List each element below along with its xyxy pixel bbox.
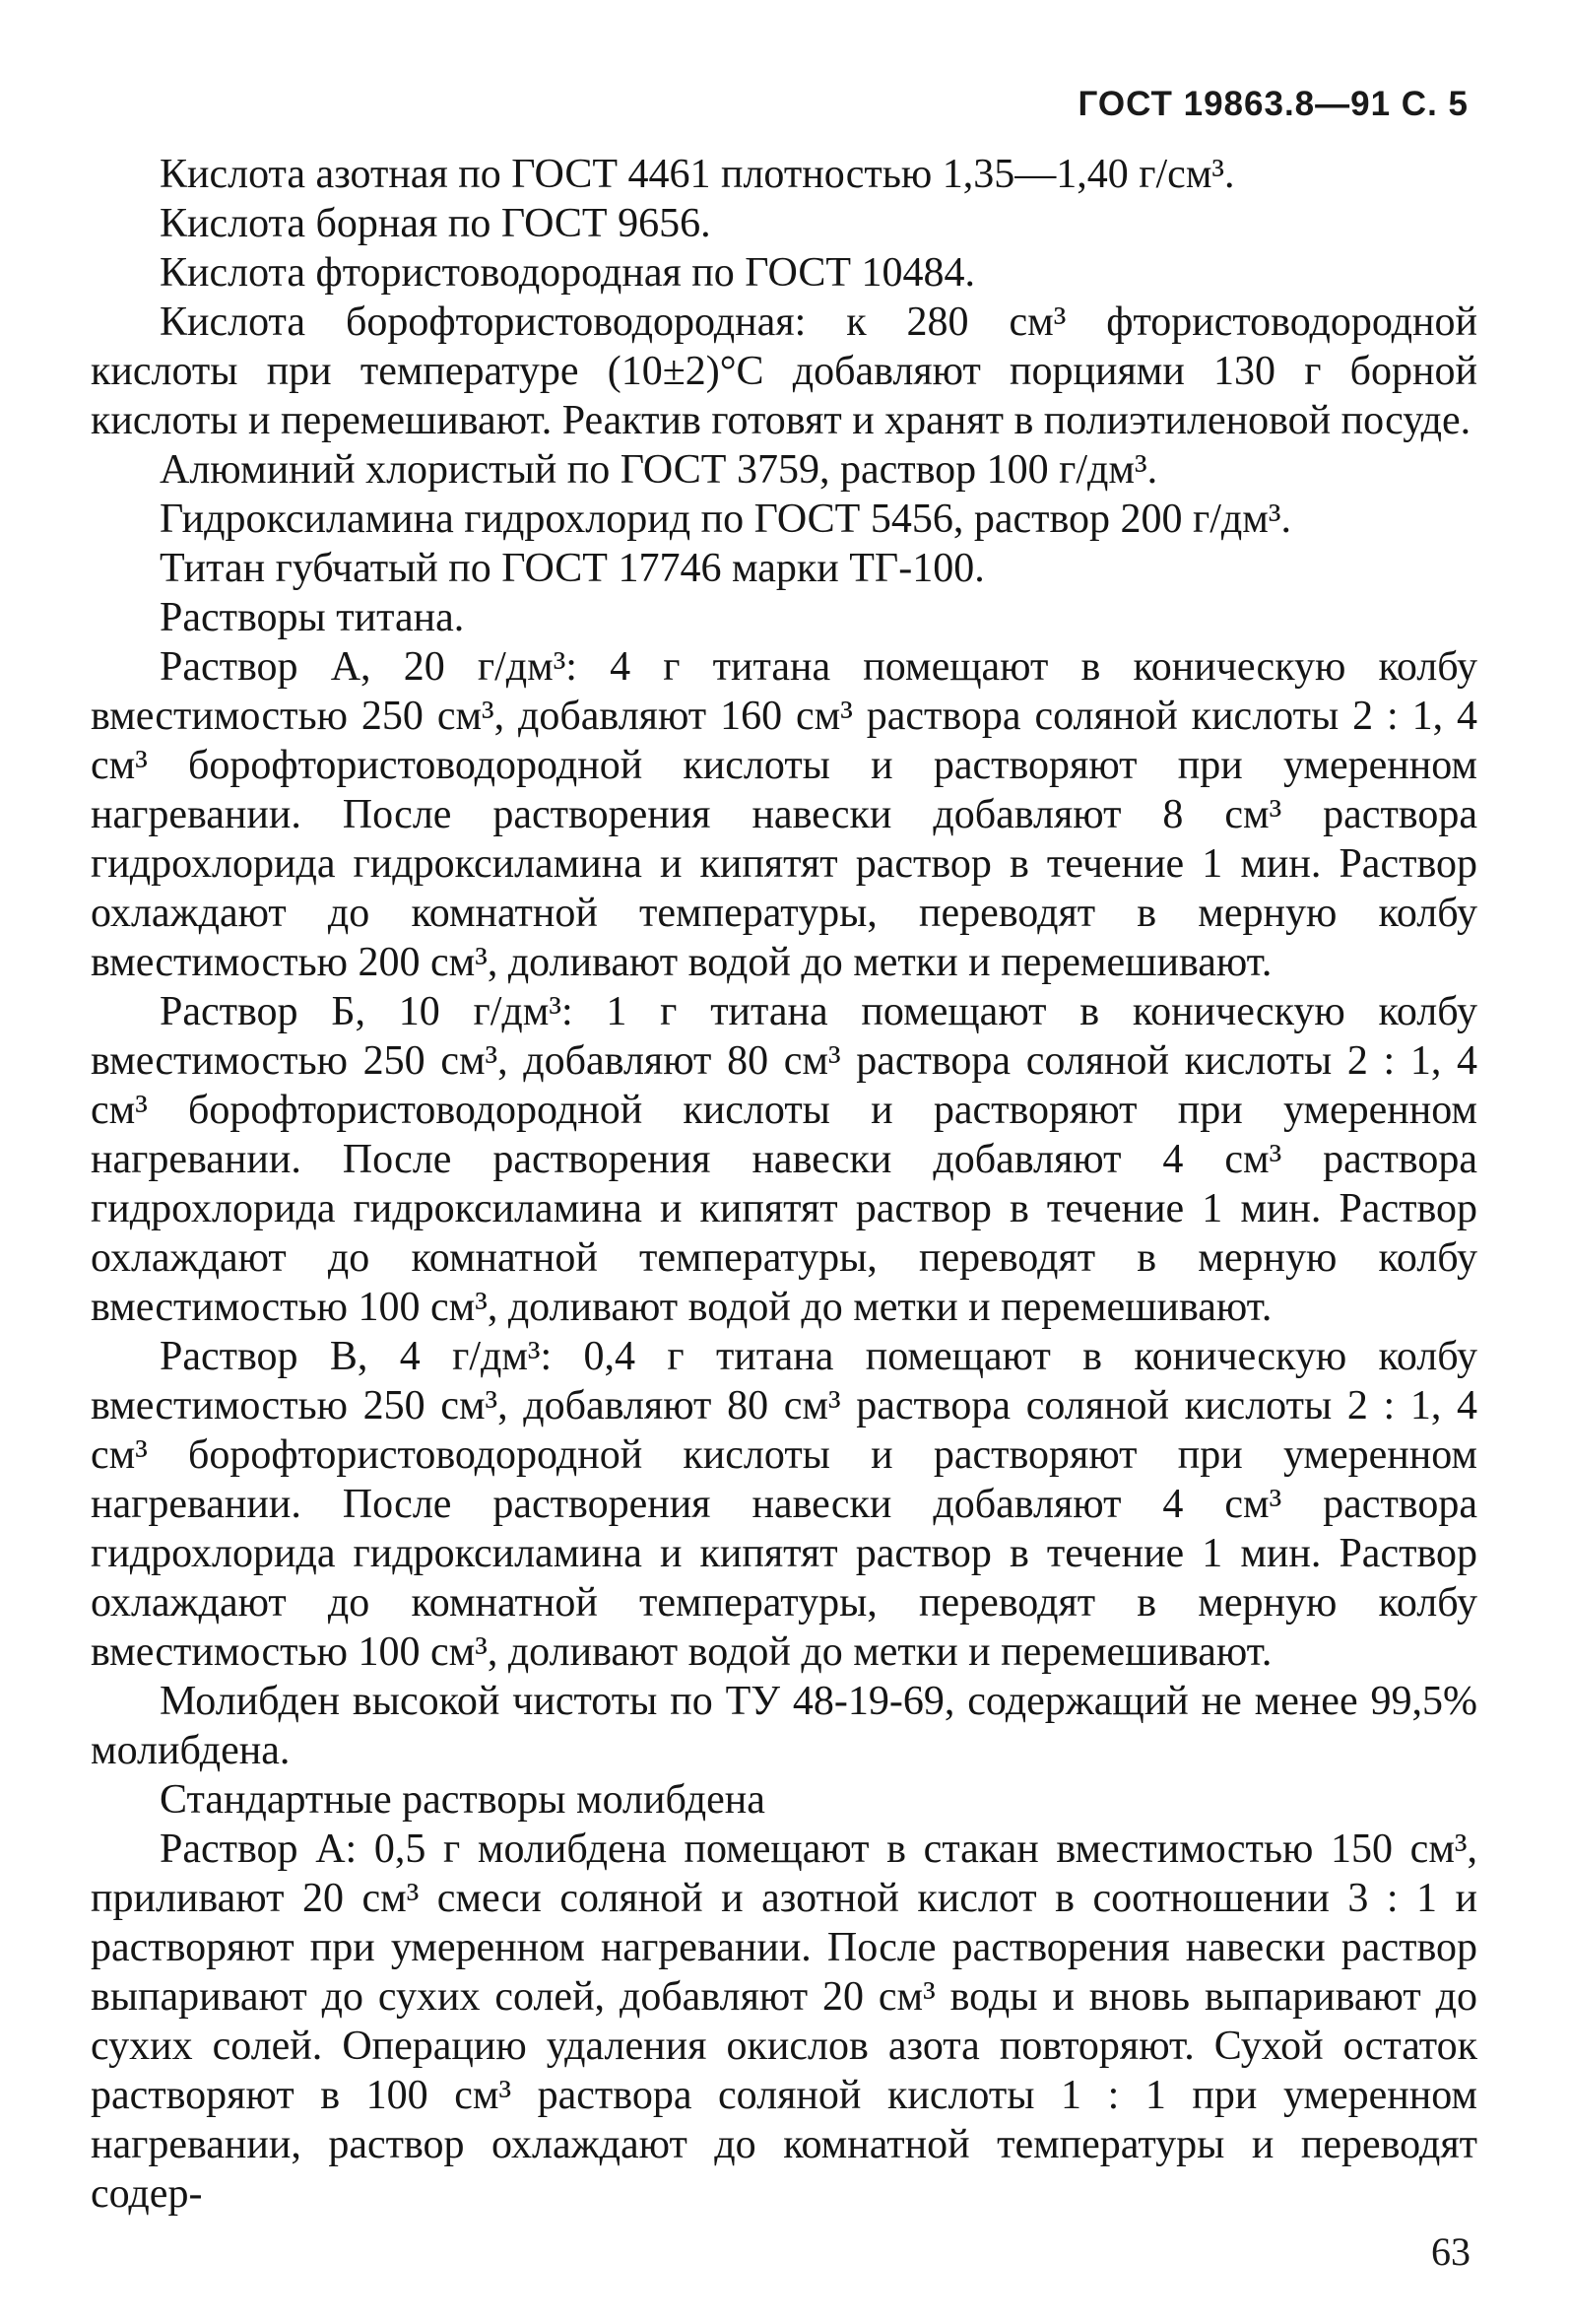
page-number: 63 — [1431, 2229, 1471, 2274]
paragraph-solution-a: Раствор А, 20 г/дм³: 4 г титана помещают в коническую колбу вместимостью 250 см³, добавляют 160 см³ раствора соляной кислоты 2 : 1, 4 см³ борофтористоводородной кислоты и растворяют при умеренном нагревании. После растворения навески добавляют 8 см³ раствора гидрохлорида гидроксиламина и кипятят раствор в течение 1 мин. Раствор охлаждают до комнатной температуры, переводят в мерную колбу вместимостью 200 см³, доливают водой до метки и перемешивают. — [91, 644, 1477, 985]
paragraph-molybdenum-standards-heading: Стандартные растворы молибдена — [160, 1777, 765, 1823]
paragraph-molybdenum: Молибден высокой чистоты по ТУ 48-19-69, содержащий не менее 99,5% молибдена. — [91, 1679, 1477, 1773]
body-text — [91, 150, 1477, 2219]
paragraph-hydroxylamine: Гидроксиламина гидрохлорид по ГОСТ 5456, раствор 200 г/дм³. — [160, 497, 1291, 542]
running-header: ГОСТ 19863.8—91 С. 5 — [1078, 85, 1469, 123]
paragraph-solution-b: Раствор Б, 10 г/дм³: 1 г титана помещают в коническую колбу вместимостью 250 см³, добавляют 80 см³ раствора соляной кислоты 2 : 1, 4 см³ борофтористоводородной кислоты и растворяют при умеренном нагревании. После растворения навески добавляют 4 см³ раствора гидрохлорида гидроксиламина и кипятят раствор в течение 1 мин. Раствор охлаждают до комнатной температуры, переводят в мерную колбу вместимостью 100 см³, доливают водой до метки и перемешивают. — [91, 989, 1477, 1330]
paragraph-aluminium-chloride: Алюминий хлористый по ГОСТ 3759, раствор 100 г/дм³. — [160, 447, 1158, 493]
paragraph-titanium-sponge: Титан губчатый по ГОСТ 17746 марки ТГ-100. — [160, 546, 985, 591]
paragraph-boric-acid: Кислота борная по ГОСТ 9656. — [160, 201, 711, 246]
paragraph-nitric-acid: Кислота азотная по ГОСТ 4461 плотностью 1,35—1,40 г/см³. — [160, 152, 1235, 197]
paragraph-titanium-solutions-heading: Растворы титана. — [160, 595, 465, 640]
paragraph-hydrofluoric-acid: Кислота фтористоводородная по ГОСТ 10484. — [160, 250, 976, 296]
paragraph-molybdenum-solution-a: Раствор А: 0,5 г молибдена помещают в стакан вместимостью 150 см³, приливают 20 см³ смеси соляной и азотной кислот в соотношении 3 : 1 и растворяют при умеренном нагревании. После растворения навески раствор выпаривают до сухих солей, добавляют 20 см³ воды и вновь выпаривают до сухих солей. Операцию удаления окислов азота повторяют. Сухой остаток растворяют в 100 см³ раствора соляной кислоты 1 : 1 при умеренном нагревании, раствор охлаждают до комнатной температуры и переводят содер- — [91, 1826, 1477, 2217]
paragraph-solution-v: Раствор В, 4 г/дм³: 0,4 г титана помещают в коническую колбу вместимостью 250 см³, добавляют 80 см³ раствора соляной кислоты 2 : 1, 4 см³ борофтористоводородной кислоты и растворяют при умеренном нагревании. После растворения навески добавляют 4 см³ раствора гидрохлорида гидроксиламина и кипятят раствор в течение 1 мин. Раствор охлаждают до комнатной температуры, переводят в мерную колбу вместимостью 100 см³, доливают водой до метки и перемешивают. — [91, 1334, 1477, 1675]
paragraph-fluoroboric-acid: Кислота борофтористоводородная: к 280 см³ фтористоводородной кислоты при температуре (10±2)°С добавляют порциями 130 г борной кислоты и перемешивают. Реактив готовят и хранят в полиэтиленовой посуде. — [91, 299, 1477, 443]
